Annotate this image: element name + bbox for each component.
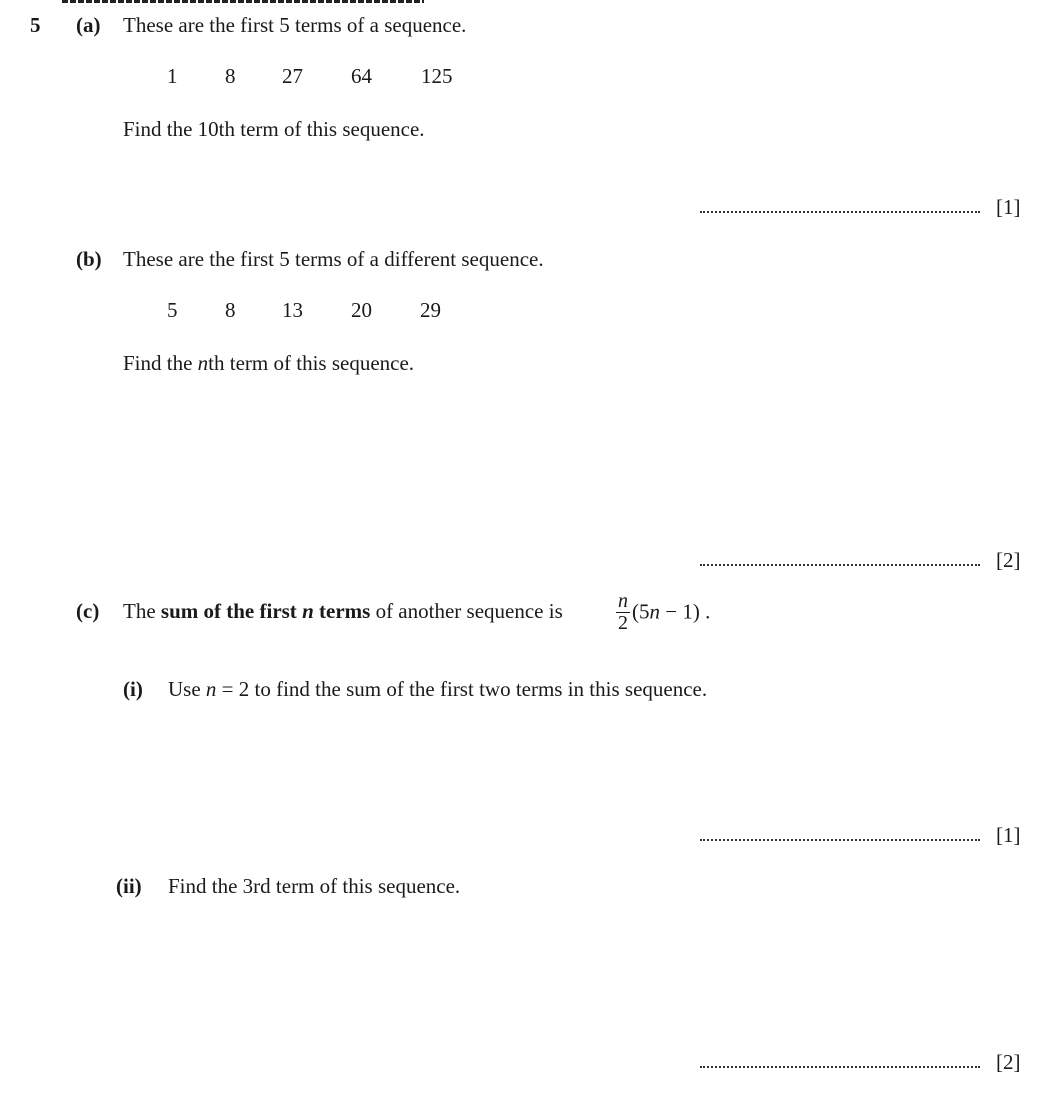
- part-b-label: (b): [76, 247, 102, 271]
- part-b-sequence: [0, 300, 1056, 324]
- part-a-answer-line[interactable]: [700, 211, 980, 213]
- part-c-statement: [123, 601, 563, 622]
- part-c-i-answer-line[interactable]: [700, 839, 980, 841]
- part-c-ii-answer-line[interactable]: [700, 1066, 980, 1068]
- part-c-bold-2: terms: [313, 599, 371, 623]
- part-c-text-1: The: [123, 599, 161, 623]
- fraction-denominator: 2: [618, 612, 628, 634]
- sequence-term: 29: [420, 298, 441, 322]
- part-b-marks: [2]: [996, 548, 1021, 572]
- sequence-term: 64: [351, 64, 372, 88]
- part-a-marks: [1]: [996, 195, 1021, 219]
- part-b-task: [123, 353, 414, 374]
- part-c-text-2: of another sequence is: [370, 599, 563, 623]
- sequence-term: 1: [167, 64, 178, 88]
- part-b-task-suffix: th term of this sequence.: [208, 351, 415, 375]
- part-c-i-task: [168, 679, 707, 700]
- question-number: 5: [30, 13, 41, 37]
- part-c-i-label: (i): [123, 677, 143, 701]
- part-c-ii-marks: [2]: [996, 1050, 1021, 1074]
- part-c-i-text-1: Use: [168, 677, 206, 701]
- part-c-ii-task: Find the 3rd term of this sequence.: [168, 874, 461, 898]
- sequence-term: 27: [282, 64, 303, 88]
- part-c-i-text-2: = 2 to find the sum of the first two terms in this sequence.: [216, 677, 708, 701]
- part-a-intro: These are the first 5 terms of a sequence.: [123, 13, 467, 37]
- part-c-i-marks: [1]: [996, 823, 1021, 847]
- part-c-ii-label: (ii): [116, 874, 142, 898]
- sequence-term: 20: [351, 298, 372, 322]
- variable-n: n: [197, 351, 209, 375]
- variable-n: n: [649, 599, 660, 624]
- part-c-bold-1: sum of the first: [160, 599, 303, 623]
- part-c-bold-phrase: [161, 599, 370, 623]
- formula-part-1: (5: [632, 599, 650, 624]
- sequence-term: 8: [225, 298, 236, 322]
- fraction-n-over-2: [615, 592, 631, 632]
- sequence-term: 13: [282, 298, 303, 322]
- fraction-numerator: n: [618, 590, 628, 612]
- part-b-task-prefix: Find the: [123, 351, 198, 375]
- formula-expression: [632, 600, 710, 624]
- part-a-label: (a): [76, 13, 101, 37]
- sequence-term: 8: [225, 64, 236, 88]
- variable-n: n: [302, 599, 314, 623]
- part-a-sequence: [0, 66, 1056, 90]
- part-b-answer-line[interactable]: [700, 564, 980, 566]
- sequence-term: 125: [421, 64, 453, 88]
- formula-part-2: − 1) .: [660, 599, 711, 624]
- page-top-edge: [62, 0, 424, 3]
- part-c-label: (c): [76, 599, 100, 623]
- part-a-task: Find the 10th term of this sequence.: [123, 117, 425, 141]
- part-b-intro: These are the first 5 terms of a different sequence.: [123, 247, 544, 271]
- variable-n: n: [205, 677, 217, 701]
- sequence-term: 5: [167, 298, 178, 322]
- sum-formula: [614, 592, 710, 632]
